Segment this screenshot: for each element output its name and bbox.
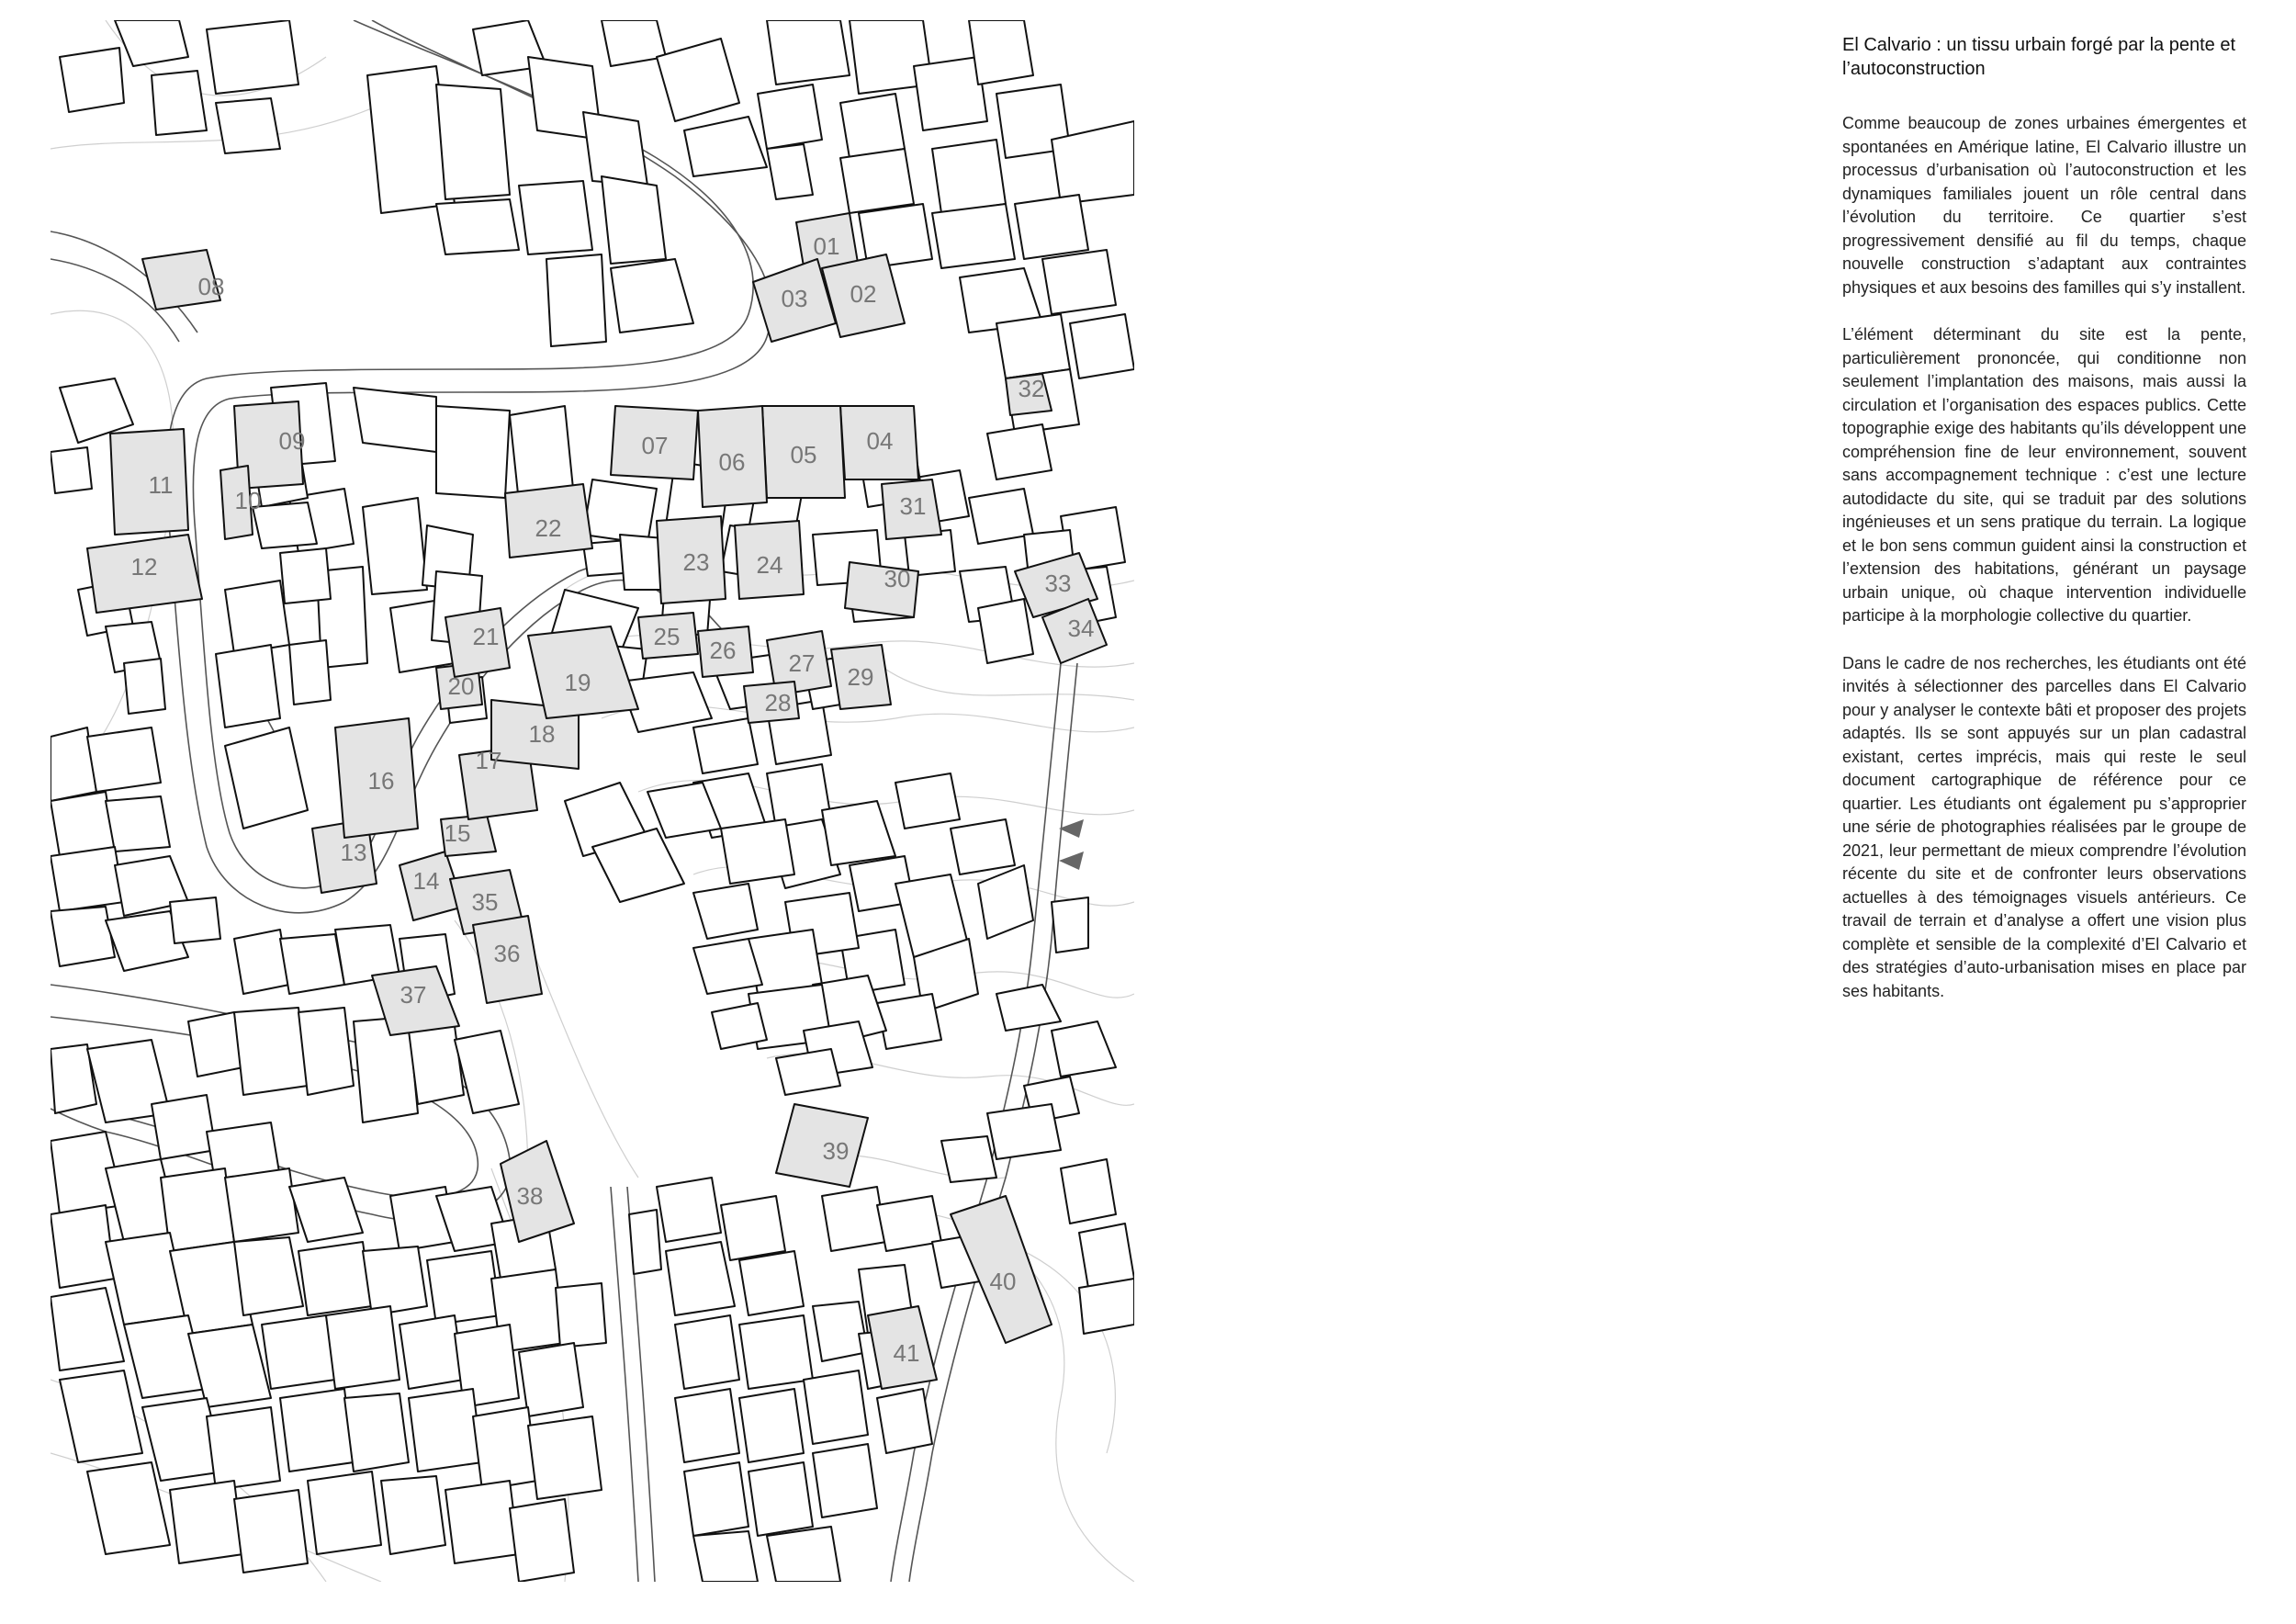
plot-label-16: 16 [367, 766, 395, 795]
plot-label-05: 05 [790, 440, 817, 468]
plot-label-29: 29 [847, 662, 874, 691]
plot-label-03: 03 [781, 284, 808, 312]
plot-label-07: 07 [641, 431, 669, 459]
plot-label-02: 02 [850, 279, 877, 308]
plot-label-28: 28 [764, 688, 792, 716]
plot-label-31: 31 [899, 491, 927, 520]
article-title: El Calvario : un tissu urbain forgé par la pente et l’autoconstruction [1842, 35, 2236, 79]
article-paragraph-2: L’élément déterminant du site est la pente, particulièrement prononcée, qui conditionne non seulement l’implantation des maisons, mais aussi la circulation et l’organisation des espaces publics. Cette topographie exige des habitants qu’ils développent une compréhension fine de leur environnement, souvent sans accompagnement technique : c’est une lecture autodidacte du site, qui se traduit par des solutions ingénieuses et un sens pratique du terrain. La logique et le bon sens commun guident ainsi la construction et l’extension des habitations, générant un paysage urbain unique, où chaque intervention individuelle participe à la morphologie collective du quartier. [1842, 325, 2246, 625]
plot-label-27: 27 [788, 648, 816, 677]
article-paragraph-1: Comme beaucoup de zones urbaines émergentes et spontanées en Amérique latine, El Calvario illustre un processus d’urbanisation où l’autoconstruction et les dynamiques familiales jouent un rôle central dans l’évolution du territoire. Ce quartier s’est progressivement densifié au fil du temps, chaque nouvelle construction s’adaptant aux contraintes physiques et aux besoins des familles qui s’y installent. [1842, 114, 2246, 297]
plot-label-14: 14 [412, 866, 440, 895]
plot-label-08: 08 [197, 272, 225, 300]
plot-label-36: 36 [493, 939, 521, 967]
plot-label-17: 17 [475, 746, 502, 774]
plot-label-22: 22 [535, 513, 562, 542]
plot-label-09: 09 [278, 426, 306, 455]
building-footprints [51, 20, 1134, 1582]
plot-label-19: 19 [564, 668, 591, 696]
plot-label-41: 41 [893, 1338, 920, 1367]
cadastral-map-svg [51, 20, 1134, 1582]
plot-label-06: 06 [718, 447, 746, 476]
terrain-markers [1059, 819, 1084, 870]
plot-label-13: 13 [340, 838, 367, 866]
plot-label-24: 24 [756, 550, 783, 579]
plot-label-34: 34 [1067, 614, 1095, 642]
plot-label-25: 25 [653, 622, 681, 650]
cadastral-map [51, 20, 1134, 1582]
plot-label-10: 10 [234, 486, 262, 514]
plot-label-23: 23 [682, 547, 710, 576]
plot-label-20: 20 [447, 671, 475, 700]
plot-label-18: 18 [528, 719, 556, 748]
plot-label-32: 32 [1018, 374, 1045, 402]
plot-label-33: 33 [1044, 569, 1072, 597]
plot-label-37: 37 [400, 980, 427, 1009]
plot-label-21: 21 [472, 622, 500, 650]
plot-label-38: 38 [516, 1181, 544, 1210]
plot-label-35: 35 [471, 887, 499, 916]
plot-label-39: 39 [822, 1136, 850, 1165]
plot-label-30: 30 [884, 564, 911, 592]
article-paragraph-3: Dans le cadre de nos recherches, les étudiants ont été invités à sélectionner des parcelles dans El Calvario pour y analyser le contexte bâti et proposer des projets adaptés. Ils se sont appuyés sur un plan cadastral existant, certes imprécis, mais qui reste le seul document cartographique de référence pour ce quartier. Les étudiants ont également pu s’approprier une série de photographies réalisées par le groupe de 2021, leur permettant de mieux comprendre l’évolution récente du site et de confronter leurs observations actuelles à des témoignages visuels antérieurs. Ce travail de terrain et d’analyse a offert une vision plus complète et sensible de la complexité d’El Calvario et des stratégies d’auto-urbanisation mises en place par ses habitants. [1842, 653, 2246, 1000]
plot-label-11: 11 [148, 470, 174, 499]
plot-label-26: 26 [709, 636, 737, 664]
plot-label-12: 12 [130, 552, 158, 581]
plot-label-15: 15 [444, 818, 471, 847]
plot-label-04: 04 [866, 426, 894, 455]
plot-label-01: 01 [813, 231, 840, 260]
article-column [1842, 33, 2246, 1027]
plot-label-40: 40 [989, 1267, 1017, 1295]
